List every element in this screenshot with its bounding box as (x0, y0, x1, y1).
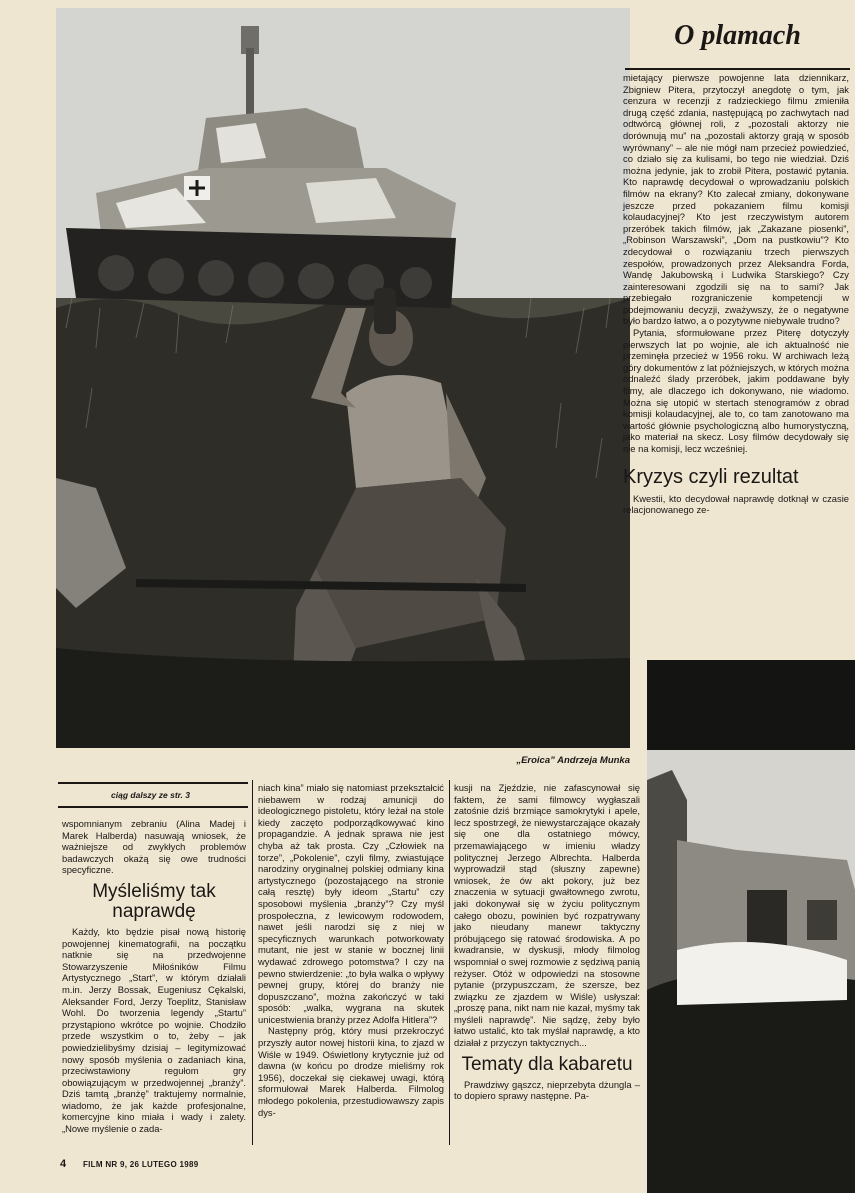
col1-intro: wspomnianym zebraniu (Alina Madej i Marek Halberda) nasuwają wniosek, że ważniejsze od zwykłych problemów badawczych okażą się owe trudności specyficzne. (62, 818, 246, 876)
right-paragraph-1: mietający pierwsze powojenne lata dziennikarz, Zbigniew Pitera, przytoczył anegdotę o tym, jak cenzura w recenzji z radzieckiego filmu zmieniła drugą część zdania, następującą po zachwytach nad odtwórcą głównej roli, z „pozostali aktorzy nie dorównują mu” na „pozostali aktorzy grają w sposób wyrównany” – ale nie mógł nam przecież powiedzieć, co działo się za kulisami, bo tego nie wiedział. Dziś można jedynie, jak to zrobił Pitera, postawić pytania. Kto naprawdę decydował o wprowadzaniu polskich filmów na ekrany? Kto zalecał zmiany, dokonywane jeszcze przed pokazaniem filmu komisji kolaudacyjnej? Kto jest rzeczywistym autorem przeróbek takich filmów, jak „Zakazane piosenki”, „Robinson Warszawski”, „Dom na pustkowiu”? Kto zdecydował o rozwiązaniu trzech pierwszych zespołów, prowadzonych przez Aleksandra Forda, Wandę Jakubowską i Ludwika Starskiego? Czy zainteresowani zgodzili się na to sami? Jak przebiegało rozgraniczenie kompetencji w podejmowaniu decyzji, zważywszy, że o negatywne było bardzo łatwo, a o pozytywne niebywale trudno? (623, 72, 849, 327)
ruins-photo (647, 660, 855, 1193)
column-divider-1 (252, 780, 253, 1145)
col1-body: Każdy, kto będzie pisał nową historię powojennej kinematografii, na początku natknie się na przedwojenne Stowarzyszenie Miłośników Filmu Artystycznego „Start”, w którym działali m.in. Jerzy Bossak, Eugeniusz Cękalski, Aleksander Ford, Jerzy Toeplitz, Stanisław Wohl. Do tworzenia legendy „Startu” przystąpiono wkrótce po wojnie. Chodziło przede wszystkim o to, żeby – jak powiedzielibyśmy dzisiaj – legitymizować nowy sposób myślenia o zadaniach kina, przeciwstawiony regułom gry obowiązującym w przedwojennej „branży”. Dziś tamtą „branżę” traktujemy normalnie, wiadomo, że jak każde profesjonalne, komercyjne kino miała i wady i zalety. „Nowe myślenie o zada- (62, 925, 246, 1135)
title-rule (625, 68, 850, 70)
col2-paragraph-1: niach kina” miało się natomiast przekształcić niebawem w rodzaj amunicji do ideologicznego pistoletu, który leżał na stole kiedy zaczęto podporządkowywać kino propagandzie. A jednak sprawa nie jest chyba aż tak prosta. Czy „Człowiek na torze”, „Pokolenie”, czyli filmy, zwiastujące narodziny oryginalnej polskiej odmiany kina artystycznego (pozostającego na stronie całą resztę) były ideom „Startu” czy sposobowi myślenia „branży”? Czy myśl prospołeczna, z lewicowym rodowodem, nawet jeśli narodzi się z niej w specyficznych warunkach potworkowaty mutant, nie jest w stanie w bocznej linii wydawać zdrowego potomstwa? I czy na pewno stwierdzenie: „to była walka o wpływy pewnej grupy, której do branży nie dopuszczano”, można zakończyć w taki sposób: „walka, wygrana na skutek unicestwienia branży przez Adolfa Hitlera”? (258, 782, 444, 1025)
heading-tematy: Tematy dla kabaretu (461, 1053, 633, 1075)
page-footer (60, 1158, 198, 1170)
heading-myslelismy: Myśleliśmy tak naprawdę (92, 880, 216, 922)
right-paragraph-2: Pytania, sformułowane przez Piterę dotyczyły pierwszych lat po wojnie, ale ich aktualność nie przeminęła przecież w 1956 roku. W archiwach leżą góry dokumentów z lat późniejszych, w których można odnaleźć ślady przeróbek, jakim poddawane były filmy, ale dlaczego ich dokonywano, nie wiadomo. Można się utopić w stertach stenogramów z obrad komisji kolaudacyjnej, ale to, co tam zanotowano ma wartość głównie psychologiczną albo humorystyczną, jako materiał na skecz. Losy filmów decydowały się nie na komisji, lecz wcześniej. (623, 327, 849, 454)
photo-caption: „Eroica” Andrzeja Munka (516, 755, 630, 766)
col2-paragraph-2: Następny próg, który musi przekroczyć przyszły autor nowej historii kina, to zjazd w Wiśle w 1949. Oświetlony krytycznie już od dawna (w końcu po drodze mieliśmy rok 1956), doczekał się ciekawej uwagi, którą sformułował Marek Halberda. Filmolog młodego pokolenia, przestudiowawszy zapis dys- (258, 1025, 444, 1118)
page-number: 4 (60, 1158, 67, 1170)
film-still-photo (56, 8, 630, 748)
continued-note: ciąg dalszy ze str. 3 (111, 790, 190, 800)
continued-rule-top (58, 782, 248, 784)
column-3 (454, 782, 640, 1102)
right-column-text (623, 72, 849, 516)
film-still-illustration (56, 8, 630, 748)
column-divider-2 (449, 780, 450, 1145)
ruins-illustration (647, 660, 855, 1193)
article-title-right: O plamach (674, 20, 801, 51)
col3-paragraph-2: Prawdziwy gąszcz, nieprzebyta dżungla – to dopiero sprawy następne. Pa- (454, 1078, 640, 1102)
right-paragraph-3: Kwestii, kto decydował naprawdę dotknął w czasie relacjonowanego ze- (623, 492, 849, 516)
column-1 (62, 818, 246, 1135)
issue-line: FILM NR 9, 26 LUTEGO 1989 (82, 1160, 199, 1169)
col3-paragraph-1: kusji na Zjeździe, nie zafascynował się faktem, że sami filmowcy wygłaszali zatośnie dziś brzmiące samokrytyki i apele, lecz spostrzegł, że niewystarczające okazały się one dla ostatniego mówcy, przemawiającego w imieniu władzy politycznej Jerzego Albrechta. Halberda wyprowadził stąd (słuszny zapewne) wniosek, że ów akt pokory, już bez znaczenia w sytuacji gwałtownego zwrotu, jaki dokonywał się w życiu politycznym całego obozu, powinien być rozpatrywany jako nieudany manewr taktyczny próbującego się ratować środowiska. A po kwadransie, w dyskusji, młody filmolog wspomniał o swej rozmowie z sędziwą panią reżyser. Otóż w odpowiedzi na stosowne pytanie (przypuszczam, że szersze, bez związku ze zjazdem w Wiśle) usłyszał: „proszę pana, nikt nam nie kazał, myśmy tak myśleli naprawdę”. Nie sądzę, żeby było łatwo ustalić, kto tak myślał naprawdę, a kto działał z przyczyn taktycznych... (454, 782, 640, 1049)
heading-kryzys: Kryzys czyli rezultat (623, 465, 799, 488)
column-2 (258, 782, 444, 1118)
continued-rule-bottom (58, 806, 248, 808)
